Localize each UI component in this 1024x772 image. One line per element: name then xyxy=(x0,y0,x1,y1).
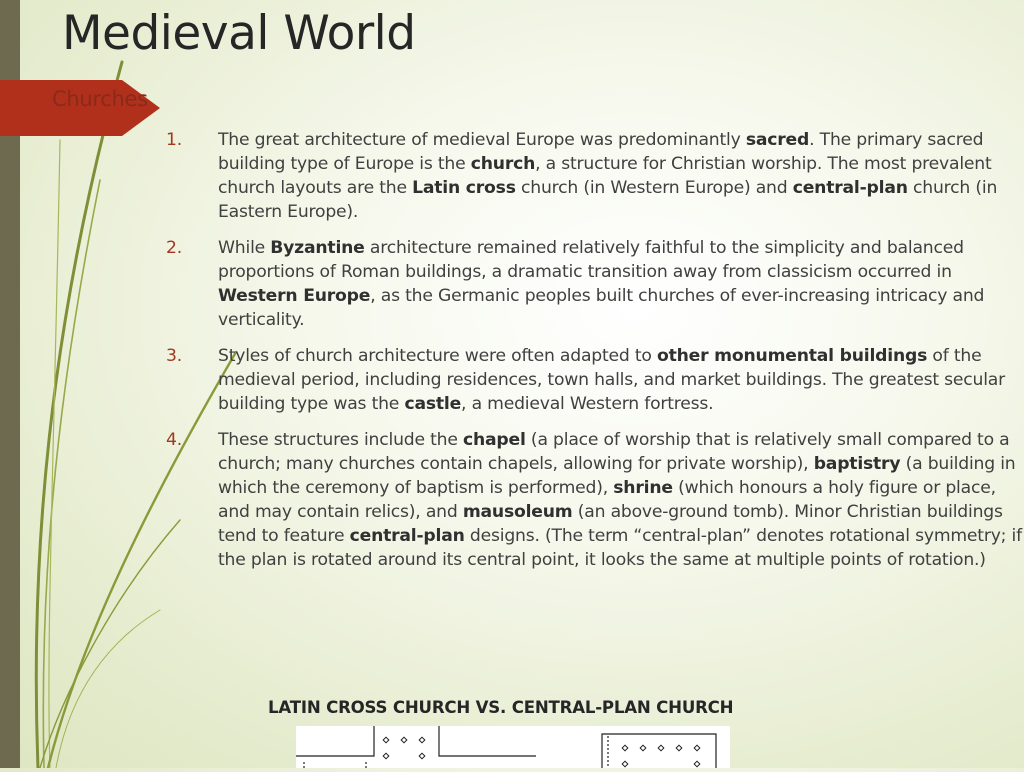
text-run: These structures include the xyxy=(218,430,463,450)
text-run: The great architecture of medieval Europe was predominantly xyxy=(218,130,746,150)
bold-term: castle xyxy=(404,394,462,414)
list-item xyxy=(166,428,1022,572)
pillar-marker xyxy=(694,745,700,751)
text-run: architecture remained relatively faithful to the simplicity and balanced proportions of Roman buildings, a dramatic transition away from classicism occurred in xyxy=(218,238,964,282)
slide-title: Medieval World xyxy=(62,6,416,61)
pillar-marker xyxy=(419,737,425,743)
diagram-heading: LATIN CROSS CHURCH VS. CENTRAL-PLAN CHURCH xyxy=(268,698,734,717)
floor-plan-drawings xyxy=(296,726,730,768)
text-run: designs. (The term “central-plan” denotes rotational symmetry; if the plan is rotated around its central point, it looks the same at multiple points of rotation.) xyxy=(218,526,1022,570)
text-run: church (in Eastern Europe). xyxy=(218,178,998,222)
text-run: , a medieval Western fortress. xyxy=(461,394,714,414)
bold-term: Byzantine xyxy=(270,238,365,258)
list-item-number: 1. xyxy=(166,130,182,150)
church-plan-diagram xyxy=(296,726,730,768)
bold-term: shrine xyxy=(613,478,673,498)
text-run: (which honours a holy figure or place, and may contain relics), and xyxy=(218,478,996,522)
text-run: , as the Germanic peoples built churches of ever-increasing intricacy and verticality. xyxy=(218,286,985,330)
text-run: . The primary sacred building type of Europe is the xyxy=(218,130,984,174)
text-run: (an above-ground tomb). Minor Christian buildings tend to feature xyxy=(218,502,1003,546)
text-run: of the medieval period, including residences, town halls, and market buildings. The greatest secular building type was the xyxy=(218,346,1005,414)
pillar-marker xyxy=(640,745,646,751)
text-run: church (in Western Europe) and xyxy=(515,178,793,198)
pillar-marker xyxy=(676,745,682,751)
bold-term: mausoleum xyxy=(462,502,573,522)
list-item xyxy=(166,344,1022,416)
swirl-line xyxy=(43,180,100,768)
pillar-marker xyxy=(658,745,664,751)
text-run: Styles of church architecture were often adapted to xyxy=(218,346,657,366)
bold-term: Western Europe xyxy=(218,286,371,306)
latin-cross-outline xyxy=(296,726,536,756)
text-run: (a place of worship that is relatively small compared to a church; many churches contain chapels, allowing for private worship), xyxy=(218,430,1010,474)
pillar-marker xyxy=(401,737,407,743)
bold-term: Latin cross xyxy=(412,178,516,198)
latin-cross-inner xyxy=(304,762,366,768)
subtitle-text: Churches xyxy=(52,87,148,111)
list-item-number: 2. xyxy=(166,238,182,258)
pillar-marker xyxy=(419,753,425,759)
bold-term: central-plan xyxy=(349,526,465,546)
bold-term: sacred xyxy=(745,130,810,150)
pillar-marker xyxy=(622,761,628,767)
text-run: (a building in which the ceremony of baptism is performed), xyxy=(218,454,1016,498)
list-item-number: 3. xyxy=(166,346,182,366)
bold-term: central-plan xyxy=(792,178,908,198)
bold-term: chapel xyxy=(462,430,526,450)
pillar-marker xyxy=(383,753,389,759)
list-item xyxy=(166,128,1022,224)
pillar-marker xyxy=(383,737,389,743)
swirl-line xyxy=(49,140,60,768)
swirl-line xyxy=(40,520,180,768)
list-item xyxy=(166,236,1022,332)
text-run: While xyxy=(218,238,271,258)
list-item-number: 4. xyxy=(166,430,182,450)
pillar-marker xyxy=(694,761,700,767)
bold-term: church xyxy=(470,154,536,174)
numbered-points-list xyxy=(166,128,1022,584)
pillar-marker xyxy=(622,745,628,751)
slide-subtitle xyxy=(52,87,148,111)
bold-term: baptistry xyxy=(813,454,901,474)
text-run: , a structure for Christian worship. The most prevalent church layouts are the xyxy=(218,154,992,198)
bold-term: other monumental buildings xyxy=(657,346,928,366)
